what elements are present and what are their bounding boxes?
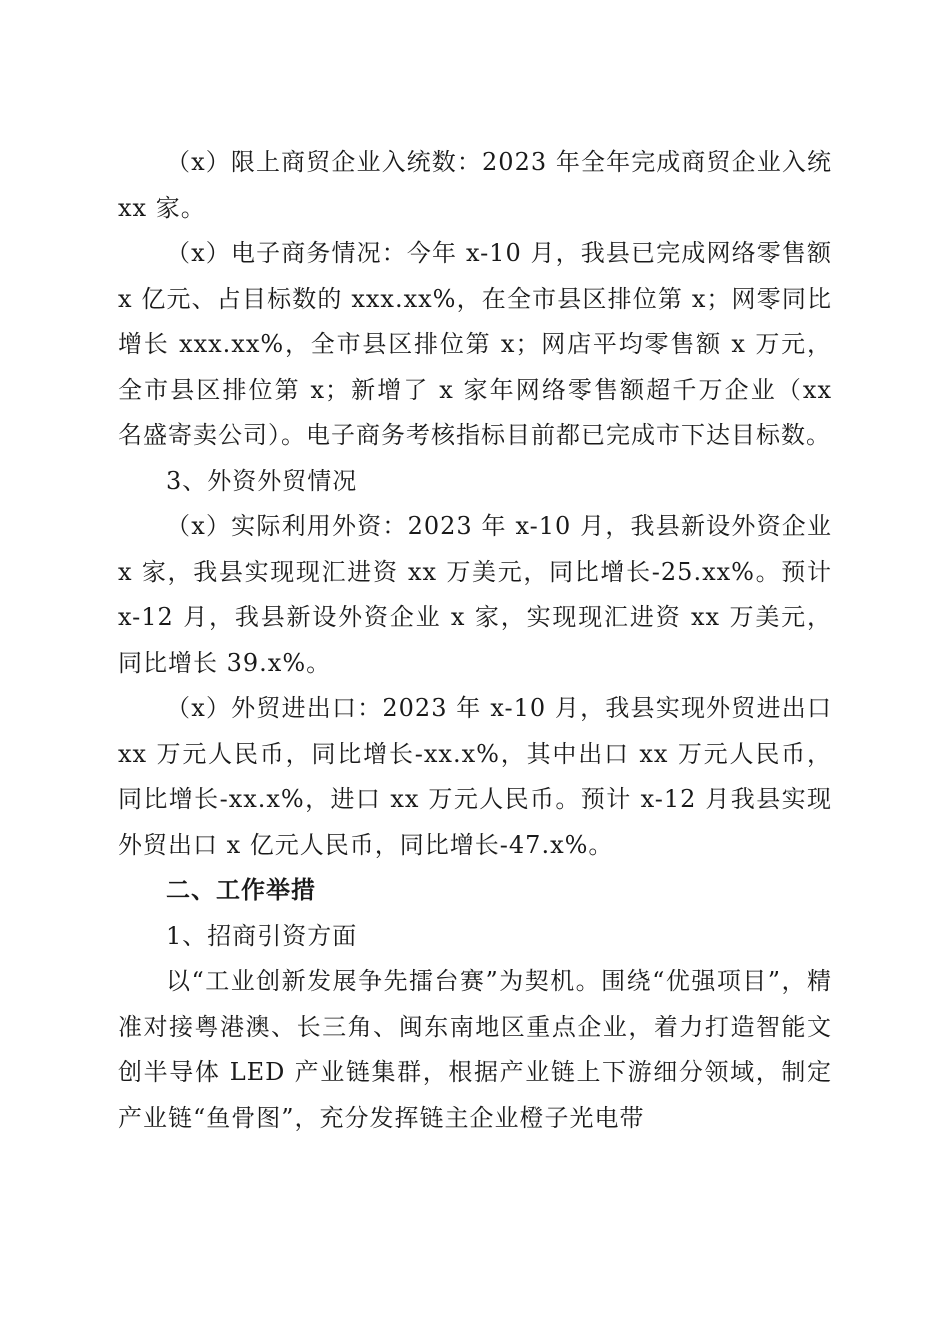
document-page xyxy=(118,140,832,1141)
subheading-investment-attraction: 1、招商引资方面 xyxy=(166,921,358,950)
paragraph-commerce-enterprises: （x）限上商贸企业入统数：2023 年全年完成商贸企业入统 xx 家。 xyxy=(118,148,832,222)
paragraph-foreign-investment: （x）实际利用外资：2023 年 x-10 月，我县新设外资企业 x 家，我县实现现汇进资 xx 万美元，同比增长-25.xx%。预计 x-12 月，我县新设外资企业 x 家，实现现汇进资 xx 万美元，同比增长 39.x%。 xyxy=(118,512,832,677)
paragraph-ecommerce: （x）电子商务情况：今年 x-10 月，我县已完成网络零售额 x 亿元、占目标数的 xxx.xx%，在全市县区排位第 x；网零同比增长 xxx.xx%，全市县区排位第 x；网店平均零售额 x 万元，全市县区排位第 x；新增了 x 家年网络零售额超千万企业（xx 名盛寄卖公司）。电子商务考核指标目前都已完成市下达目标数。 xyxy=(118,239,832,449)
section-heading-work-measures: 二、工作举措 xyxy=(166,876,316,904)
subheading-foreign-trade: 3、外资外贸情况 xyxy=(166,466,358,495)
paragraph-import-export: （x）外贸进出口：2023 年 x-10 月，我县实现外贸进出口 xx 万元人民币，同比增长-xx.x%，其中出口 xx 万元人民币，同比增长-xx.x%，进口 xx 万元人民币。预计 x-12 月我县实现外贸出口 x 亿元人民币，同比增长-47.x%。 xyxy=(118,694,832,859)
paragraph-industry-chain: 以“工业创新发展争先擂台赛”为契机。围绕“优强项目”，精准对接粤港澳、长三角、闽东南地区重点企业，着力打造智能文创半导体 LED 产业链集群，根据产业链上下游细分领域，制定产业链“鱼骨图”，充分发挥链主企业橙子光电带 xyxy=(118,967,832,1132)
